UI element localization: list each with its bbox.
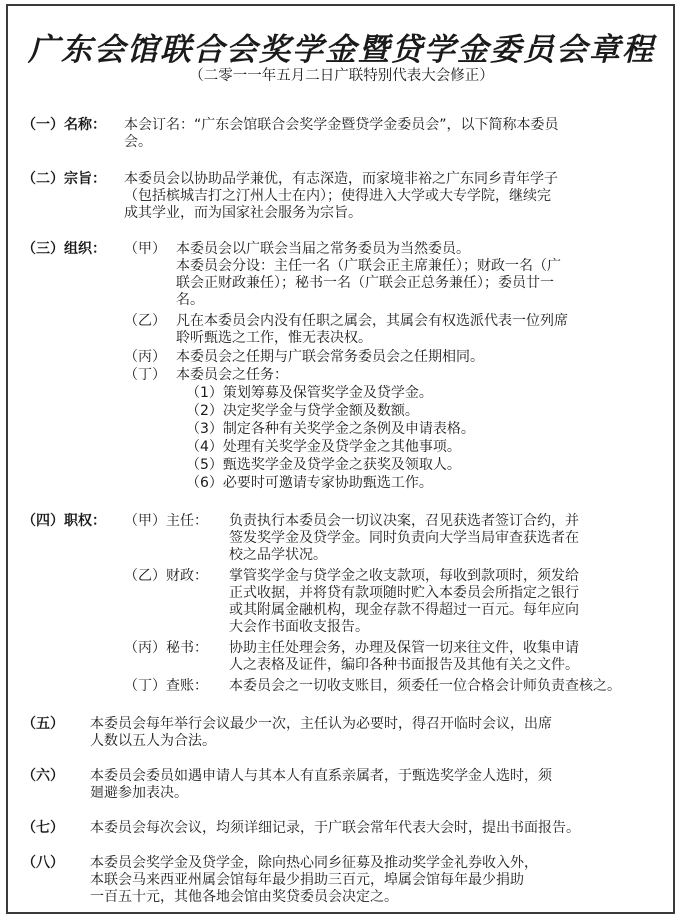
article-5-label: （五） bbox=[22, 716, 64, 732]
article-4-item-d-text: 本委员会之一切收支账目，须委任一位合格会计师负责查核之。 bbox=[229, 678, 621, 694]
document-subtitle: （二零一一年五月二日广联特别代表大会修正） bbox=[189, 68, 494, 84]
article-4-item-b-text: 掌管奖学金与贷学金之收支款项，每收到款项时，须发给 bbox=[229, 568, 579, 584]
task-item: （2）决定奖学金与贷学金额及数额。 bbox=[186, 403, 419, 419]
article-8-text: 一百五十元，其他各地会馆由奖贷委员会决定之。 bbox=[90, 889, 398, 905]
article-3-item-d-mark: （丁） bbox=[124, 367, 166, 383]
article-4-item-a-text: 负责执行本委员会一切议决案，召见获选者签订合约，并 bbox=[229, 513, 579, 529]
article-4-item-b-text: 或其附属金融机构，现金存款不得超过一百元。每年应向 bbox=[229, 602, 579, 618]
article-3-item-a-text: 本委员会分设：主任一名（广联会正主席兼任）；财政一名（广 bbox=[176, 258, 561, 274]
article-1-label: （一）名称： bbox=[22, 117, 106, 133]
article-2-text: 本委员会以协助品学兼优，有志深造，而家境非裕之广东同乡青年学子 bbox=[124, 171, 558, 187]
article-7-label: （七） bbox=[22, 820, 64, 836]
article-3-item-a-text: 名。 bbox=[176, 292, 204, 308]
article-6-text: 廻避参加表决。 bbox=[90, 785, 188, 801]
article-4-item-a-text: 校之品学状况。 bbox=[229, 547, 327, 563]
document-title: 广东会馆联合会奖学金暨贷学金委员会章程 bbox=[28, 32, 655, 68]
article-3-item-c-text: 本委员会之任期与广联会常务委员会之任期相同。 bbox=[176, 349, 484, 365]
article-3-item-b-mark: （乙） bbox=[124, 313, 166, 329]
article-7-text: 本委员会每次会议，均须详细记录，于广联会常年代表大会时，提出书面报告。 bbox=[90, 820, 580, 836]
article-3-item-a-text: 联会正财政兼任）；秘书一名（广联会正总务兼任）；委员廿一 bbox=[176, 275, 554, 291]
article-3-item-d-text: 本委员会之任务： bbox=[176, 367, 288, 383]
article-3-item-b-text: 聆听甄选之工作，惟无表决权。 bbox=[176, 330, 372, 346]
task-item: （3）制定各种有关奖学金之条例及申请表格。 bbox=[186, 421, 475, 437]
article-4-item-c-text: 协助主任处理会务，办理及保管一切来往文件，收集申请 bbox=[229, 640, 579, 656]
article-6-text: 本委员会委员如遇申请人与其本人有直系亲属者，于甄选奖学金人选时，须 bbox=[90, 768, 552, 784]
article-3-item-a-text: 本委员会以广联会当届之常务委员为当然委员。 bbox=[176, 241, 470, 257]
task-item: （6）必要时可邀请专家协助甄选工作。 bbox=[186, 475, 433, 491]
article-5-text: 本委员会每年举行会议最少一次，主任认为必要时，得召开临时会议，出席 bbox=[90, 716, 552, 732]
article-3-label: （三）组织： bbox=[22, 241, 106, 257]
article-4-item-a-text: 签发奖学金及贷学金。同时负责向大学当局审查获选者在 bbox=[229, 530, 579, 546]
article-4-item-d-mark: （丁）查账： bbox=[124, 678, 208, 694]
article-4-item-b-text: 大会作书面收支报告。 bbox=[229, 619, 369, 635]
article-5-text: 人数以五人为合法。 bbox=[90, 733, 216, 749]
article-8-text: 本委员会奖学金及贷学金，除向热心同乡征募及推动奖学金礼券收入外， bbox=[90, 855, 538, 871]
article-8-text: 本联会马来西亚州属会馆每年最少捐助三百元，埠属会馆每年最少捐助 bbox=[90, 872, 524, 888]
article-1-text: 会。 bbox=[124, 134, 152, 150]
article-4-item-c-text: 人之表格及证件，编印各种书面报告及其他有关之文件。 bbox=[229, 657, 579, 673]
article-3-item-b-text: 凡在本委员会内没有任职之属会，其属会有权选派代表一位列席 bbox=[176, 313, 568, 329]
article-4-item-b-mark: （乙）财政： bbox=[124, 568, 208, 584]
article-1-text: 本会订名：“广东会馆联合会奖学金暨贷学金委员会”，以下简称本委员 bbox=[124, 117, 559, 133]
article-4-item-c-mark: （丙）秘书： bbox=[124, 640, 208, 656]
article-2-text: 成其学业，而为国家社会服务为宗旨。 bbox=[124, 205, 362, 221]
article-3-item-c-mark: （丙） bbox=[124, 349, 166, 365]
article-4-label: （四）职权： bbox=[22, 513, 106, 529]
task-item: （1）策划筹募及保管奖学金及贷学金。 bbox=[186, 385, 433, 401]
article-3-item-a-mark: （甲） bbox=[124, 241, 166, 257]
task-item: （5）甄选奖学金及贷学金之获奖及领取人。 bbox=[186, 457, 461, 473]
article-4-item-a-mark: （甲）主任： bbox=[124, 513, 208, 529]
article-2-label: （二）宗旨： bbox=[22, 171, 106, 187]
article-4-item-b-text: 正式收据，并将贷有款项随时贮入本委员会所指定之银行 bbox=[229, 585, 579, 601]
article-2-text: （包括槟城吉打之汀州人士在内）；使得进入大学或大专学院，继续完 bbox=[124, 188, 551, 204]
article-6-label: （六） bbox=[22, 768, 64, 784]
article-8-label: （八） bbox=[22, 855, 64, 871]
task-item: （4）处理有关奖学金及贷学金之其他事项。 bbox=[186, 439, 461, 455]
